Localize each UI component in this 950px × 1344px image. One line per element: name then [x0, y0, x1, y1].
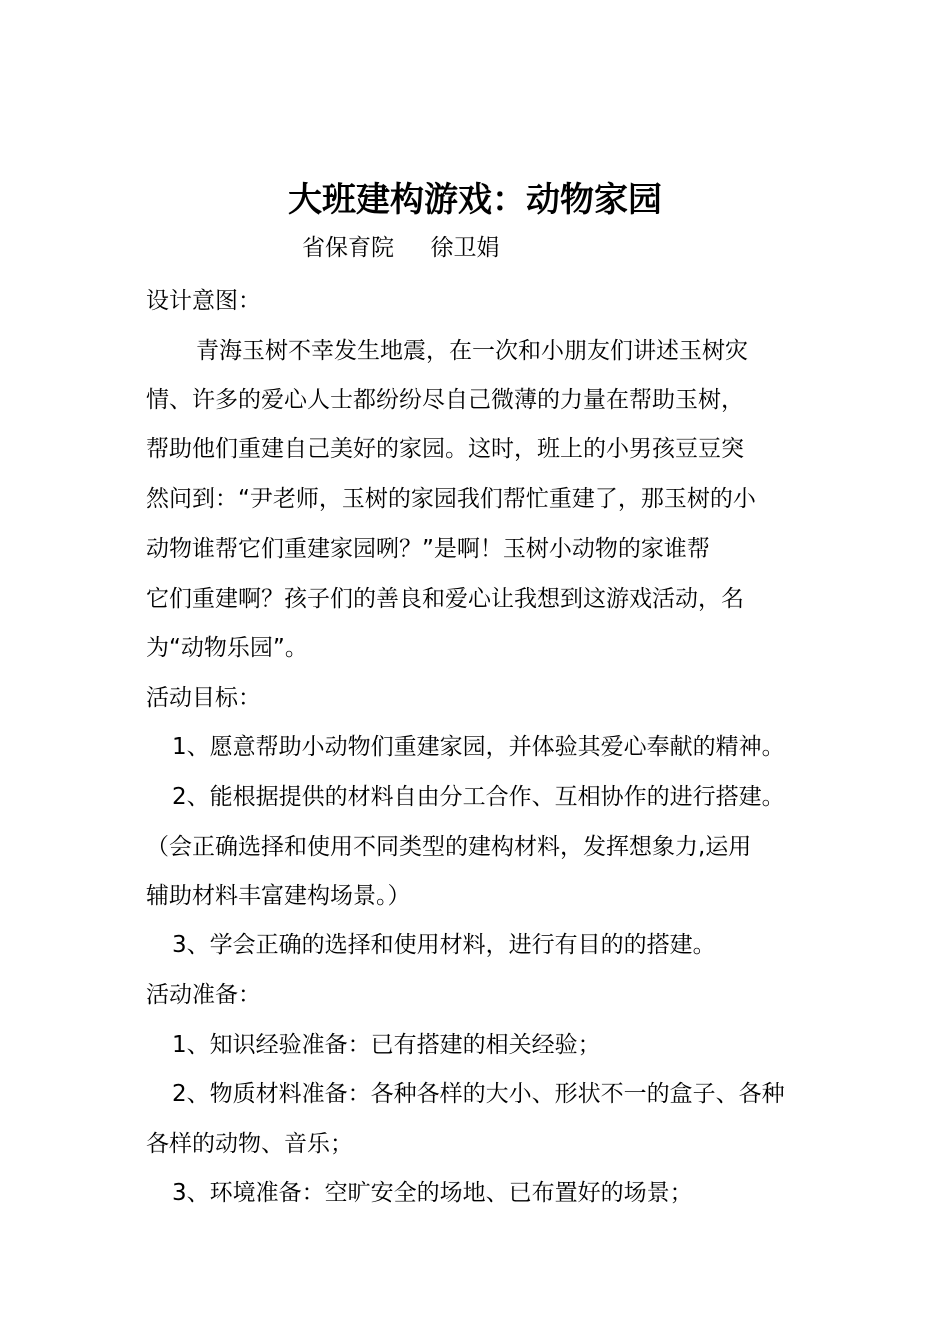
prep-item: 2、物质材料准备：各种各样的大小、形状不一的盒子、各种: [172, 1081, 785, 1107]
prep-item: 1、知识经验准备：已有搭建的相关经验；: [172, 1032, 601, 1058]
paragraph-line: 然问到：“尹老师，玉树的家园我们帮忙重建了，那玉树的小: [146, 486, 756, 512]
goal-item-continuation: 辅助材料丰富建构场景。）: [146, 883, 411, 909]
paragraph-line: 动物谁帮它们重建家园咧？”是啊！玉树小动物的家谁帮: [146, 536, 710, 562]
activity-prep-heading: 活动准备：: [146, 982, 261, 1008]
prep-item-continuation: 各样的动物、音乐；: [146, 1131, 353, 1157]
paragraph-line: 青海玉树不幸发生地震，在一次和小朋友们讲述玉树灾: [196, 338, 748, 364]
paragraph-line: 帮助他们重建自己美好的家园。这时，班上的小男孩豆豆突: [146, 436, 744, 462]
prep-item: 3、环境准备：空旷安全的场地、已布置好的场景；: [172, 1180, 693, 1206]
goal-item: 2、能根据提供的材料自由分工合作、互相协作的进行搭建。: [172, 784, 785, 810]
paragraph-line: 它们重建啊？孩子们的善良和爱心让我想到这游戏活动，名: [146, 586, 744, 612]
goal-item: 1、愿意帮助小动物们重建家园，并体验其爱心奉献的精神。: [172, 734, 785, 760]
activity-goals-heading: 活动目标：: [146, 685, 261, 711]
goal-item-continuation: （会正确选择和使用不同类型的建构材料，发挥想象力,运用: [146, 834, 752, 860]
document-title: 大班建构游戏：动物家园: [288, 180, 662, 220]
paragraph-line: 情、许多的爱心人士都纷纷尽自己微薄的力量在帮助玉树，: [146, 387, 744, 413]
goal-item: 3、学会正确的选择和使用材料，进行有目的的搭建。: [172, 932, 716, 958]
paragraph-line: 为“动物乐园”。: [146, 635, 308, 661]
author-line: 省保育院 徐卫娟: [302, 235, 500, 261]
design-intent-heading: 设计意图：: [146, 288, 261, 314]
